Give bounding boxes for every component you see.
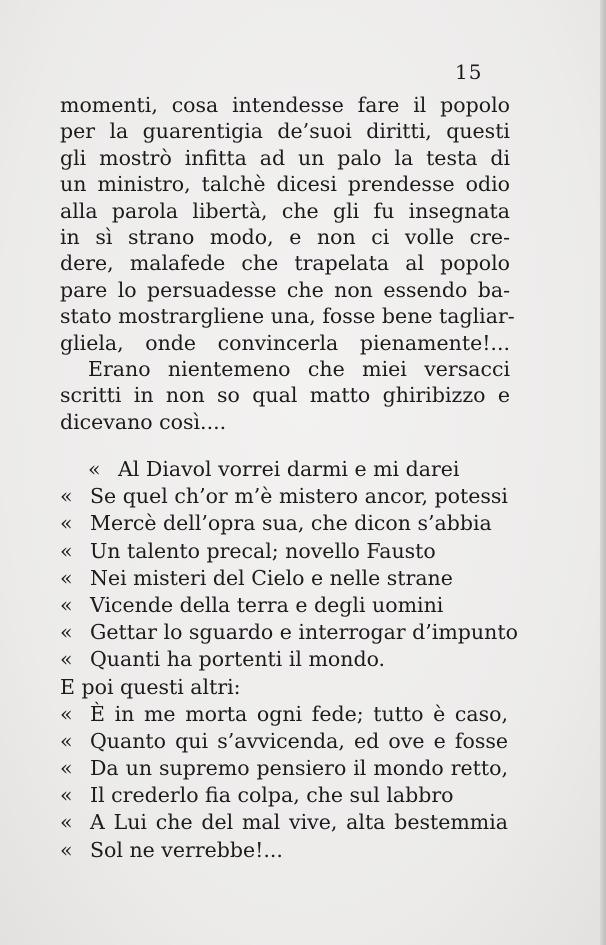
- quote-mark: «: [88, 457, 101, 481]
- prose-line: momenti, cosa intendesse fare il popolo: [60, 93, 510, 117]
- prose-line: dere, malafede che trapelata al popolo: [60, 251, 510, 276]
- quote-mark: «: [60, 511, 73, 536]
- verse-line: « A Lui che del mal vive, alta bestemmia: [60, 809, 520, 836]
- prose-line: scritti in non so qual matto ghiribizzo e: [60, 383, 510, 408]
- verse-line: « Al Diavol vorrei darmi e mi darei: [60, 456, 520, 483]
- quote-mark: «: [60, 756, 73, 781]
- quote-mark: «: [60, 647, 73, 672]
- transition-line: E poi questi altri:: [60, 674, 241, 699]
- verse-line: « Sol ne verrebbe!...: [60, 837, 520, 864]
- verse-line: « Mercè dell’opra sua, che dicon s’abbia: [60, 510, 520, 537]
- verse-line: « Il crederlo fia colpa, che sul labbro: [60, 782, 520, 809]
- prose-line: gli mostrò infitta ad un palo la testa di: [60, 145, 510, 170]
- page-number: 15: [455, 60, 483, 84]
- prose-line: alla parola libertà, che gli fu insegnata: [60, 198, 510, 223]
- verse-line: « Da un supremo pensiero il mondo retto,: [60, 755, 520, 782]
- verse-line: « È in me morta ogni fede; tutto è caso,: [60, 701, 520, 728]
- prose-line: dicevano così....: [60, 409, 227, 434]
- verse-line: « Vicende della terra e degli uomini: [60, 592, 520, 619]
- quote-mark: «: [60, 565, 73, 590]
- quote-mark: «: [60, 810, 73, 835]
- quote-mark: «: [60, 837, 73, 862]
- prose-line: Erano nientemeno che miei versacci: [88, 356, 510, 381]
- prose-line: in sì strano modo, e non ci volle cre-: [60, 224, 510, 249]
- verse-line: « Quanto qui s’avvicenda, ed ove e fosse: [60, 728, 520, 755]
- prose-paragraph: [60, 92, 515, 435]
- quote-mark: «: [60, 620, 73, 645]
- verse-line: « Se quel ch’or m’è mistero ancor, potessi: [60, 483, 520, 510]
- verse-line: « Un talento precal; novello Fausto: [60, 538, 520, 565]
- prose-line: un ministro, talchè dicesi prendesse odio: [60, 172, 510, 197]
- prose-line: gliela, onde convincerla pienamente!...: [60, 330, 510, 355]
- quote-mark: «: [60, 484, 73, 509]
- quote-mark: «: [60, 728, 73, 753]
- verse-line: « Gettar lo sguardo e interrogar d’impunto: [60, 619, 520, 646]
- quote-mark: «: [60, 592, 73, 617]
- verse-line: « Quanti ha portenti il mondo.: [60, 646, 520, 673]
- verse-line: « Nei misteri del Cielo e nelle strane: [60, 565, 520, 592]
- quote-mark: «: [60, 783, 73, 808]
- prose-line: pare lo persuadesse che non essendo ba-: [60, 277, 510, 302]
- quote-mark: «: [60, 701, 73, 726]
- prose-line: stato mostrargliene una, fosse bene tagliar-: [60, 304, 515, 329]
- quote-mark: «: [60, 538, 73, 563]
- prose-line: per la guarentigia de’suoi diritti, questi: [60, 119, 510, 144]
- verse-quotation: [60, 456, 520, 864]
- page-edge-shadow: [600, 0, 606, 945]
